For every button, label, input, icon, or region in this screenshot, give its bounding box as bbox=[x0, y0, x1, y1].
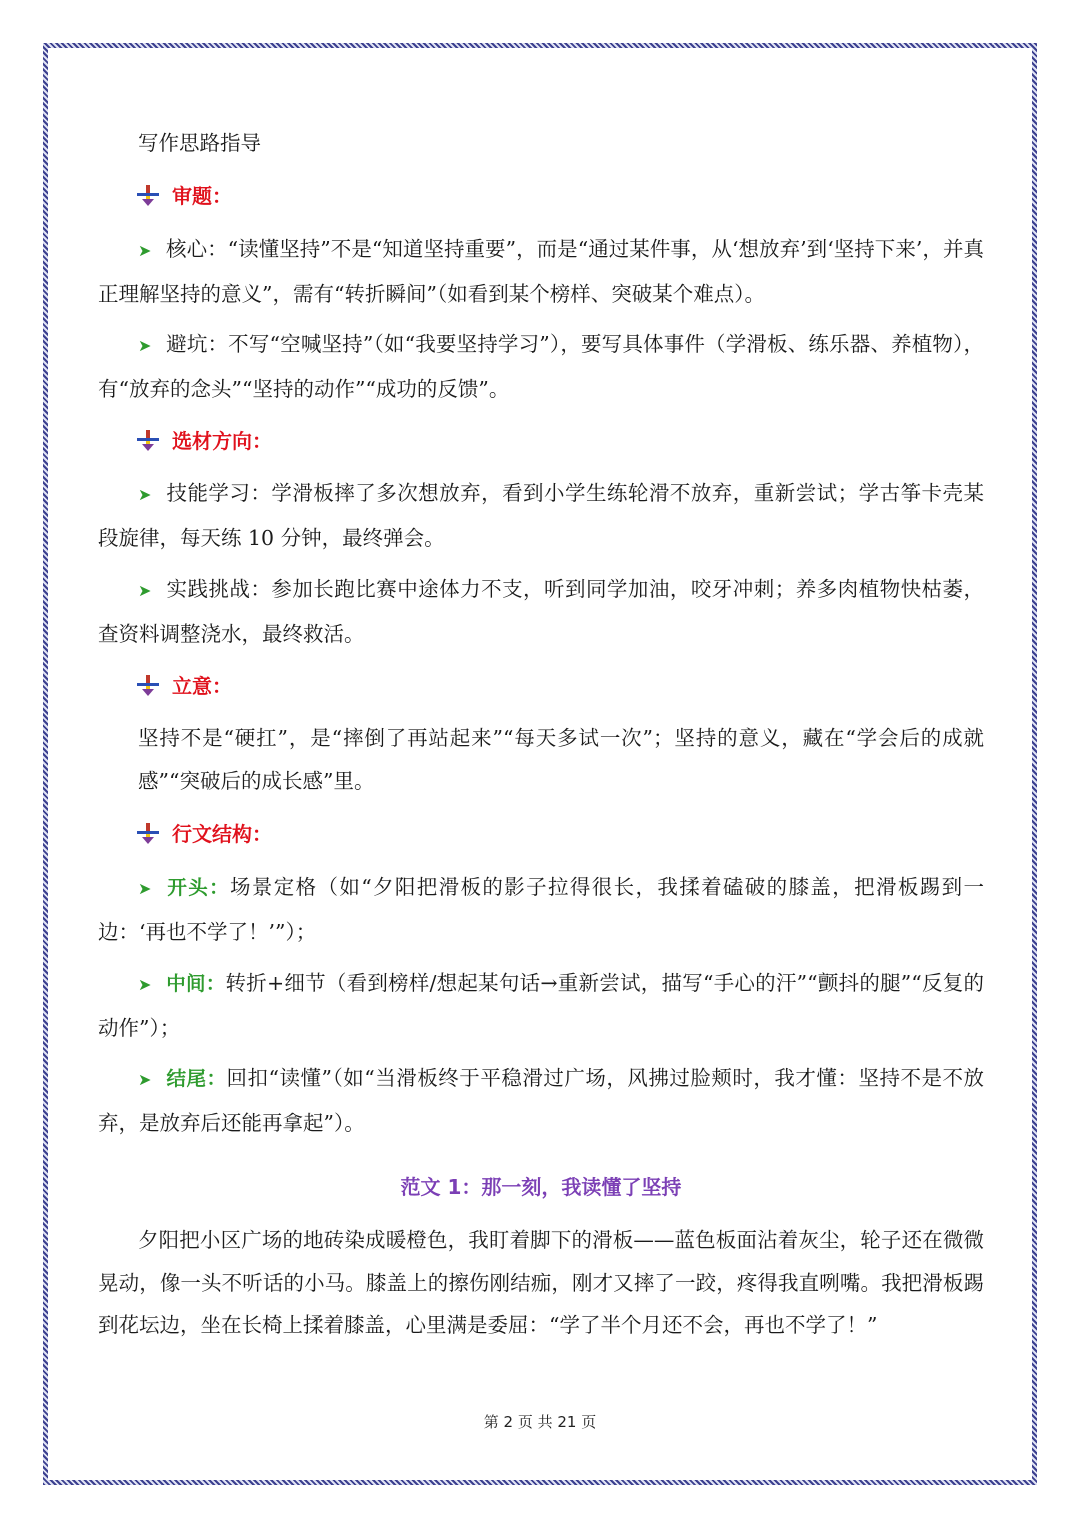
page-number-footer: 第 2 页 共 21 页 bbox=[483, 1413, 597, 1431]
keyword-label: 中间： bbox=[166, 972, 226, 995]
arrowhead-bullet-icon: ➤ bbox=[138, 1070, 152, 1089]
paragraph-text: 避坑：不写“空喊坚持”（如“我要坚持学习”），要写具体事件（学滑板、练乐器、养植物），有“放弃的念头”“坚持的动作”“成功的反馈”。 bbox=[98, 332, 984, 401]
pin-arrow-icon bbox=[136, 675, 160, 697]
bullet-paragraph bbox=[98, 1057, 984, 1144]
arrowhead-bullet-icon: ➤ bbox=[138, 336, 152, 355]
arrowhead-bullet-icon: ➤ bbox=[138, 879, 152, 898]
pin-arrow-icon bbox=[136, 823, 160, 845]
bullet-paragraph bbox=[98, 568, 984, 655]
section-heading-xuancai bbox=[136, 426, 272, 456]
essay-paragraph: 夕阳把小区广场的地砖染成暖橙色，我盯着脚下的滑板——蓝色板面沾着灰尘，轮子还在微微晃动，像一头不听话的小马。膝盖上的擦伤刚结痂，刚才又摔了一跤，疼得我直咧嘴。我把滑板踢到花坛边，坐在长椅上揉着膝盖，心里满是委屈：“学了半个月还不会，再也不学了！” bbox=[98, 1228, 984, 1337]
bullet-paragraph bbox=[98, 472, 984, 559]
section-title: 选材方向： bbox=[172, 429, 272, 453]
arrowhead-bullet-icon: ➤ bbox=[138, 581, 152, 600]
bullet-paragraph bbox=[98, 323, 984, 410]
section-heading-shenti bbox=[136, 181, 232, 211]
keyword-label: 结尾： bbox=[166, 1067, 227, 1090]
arrowhead-bullet-icon: ➤ bbox=[138, 975, 152, 994]
paragraph-liyi: 坚持不是“硬扛”，是“摔倒了再站起来”“每天多试一次”；坚持的意义，藏在“学会后的成就感”“突破后的成长感”里。 bbox=[138, 726, 984, 793]
keyword-label: 开头： bbox=[166, 876, 230, 899]
arrowhead-bullet-icon: ➤ bbox=[138, 485, 152, 504]
paragraph-text: 实践挑战：参加长跑比赛中途体力不支，听到同学加油，咬牙冲刺；养多肉植物快枯萎，查资料调整浇水，最终救活。 bbox=[98, 577, 984, 646]
paragraph-text: 核心：“读懂坚持”不是“知道坚持重要”，而是“通过某件事，从‘想放弃’到‘坚持下来’，并真正理解坚持的意义”，需有“转折瞬间”（如看到某个榜样、突破某个难点）。 bbox=[98, 237, 984, 306]
paragraph-text: 场景定格（如“夕阳把滑板的影子拉得很长，我揉着磕破的膝盖，把滑板踢到一边：‘再也不学了！’”）； bbox=[98, 875, 984, 944]
paragraph-text: 回扣“读懂”（如“当滑板终于平稳滑过广场，风拂过脸颊时，我才懂：坚持不是不放弃，是放弃后还能再拿起”）。 bbox=[98, 1066, 984, 1135]
bullet-paragraph bbox=[98, 228, 984, 315]
pin-arrow-icon bbox=[136, 430, 160, 452]
doc-title: 写作思路指导 bbox=[138, 131, 261, 155]
arrowhead-bullet-icon: ➤ bbox=[138, 241, 152, 260]
essay-title: 范文 1：那一刻，我读懂了坚持 bbox=[400, 1175, 682, 1199]
bullet-paragraph bbox=[98, 962, 984, 1049]
paragraph-text: 转折+细节（看到榜样/想起某句话→重新尝试，描写“手心的汗”“颤抖的腿”“反复的动作”）； bbox=[98, 971, 984, 1040]
bullet-paragraph bbox=[98, 866, 984, 953]
section-title: 行文结构： bbox=[172, 822, 272, 846]
pin-arrow-icon bbox=[136, 185, 160, 207]
section-heading-jiegou bbox=[136, 819, 272, 849]
section-heading-liyi bbox=[136, 671, 232, 701]
section-title: 审题： bbox=[172, 184, 232, 208]
paragraph-text: 技能学习：学滑板摔了多次想放弃，看到小学生练轮滑不放弃，重新尝试；学古筝卡壳某段旋律，每天练 10 分钟，最终弹会。 bbox=[98, 481, 984, 550]
section-title: 立意： bbox=[172, 674, 232, 698]
